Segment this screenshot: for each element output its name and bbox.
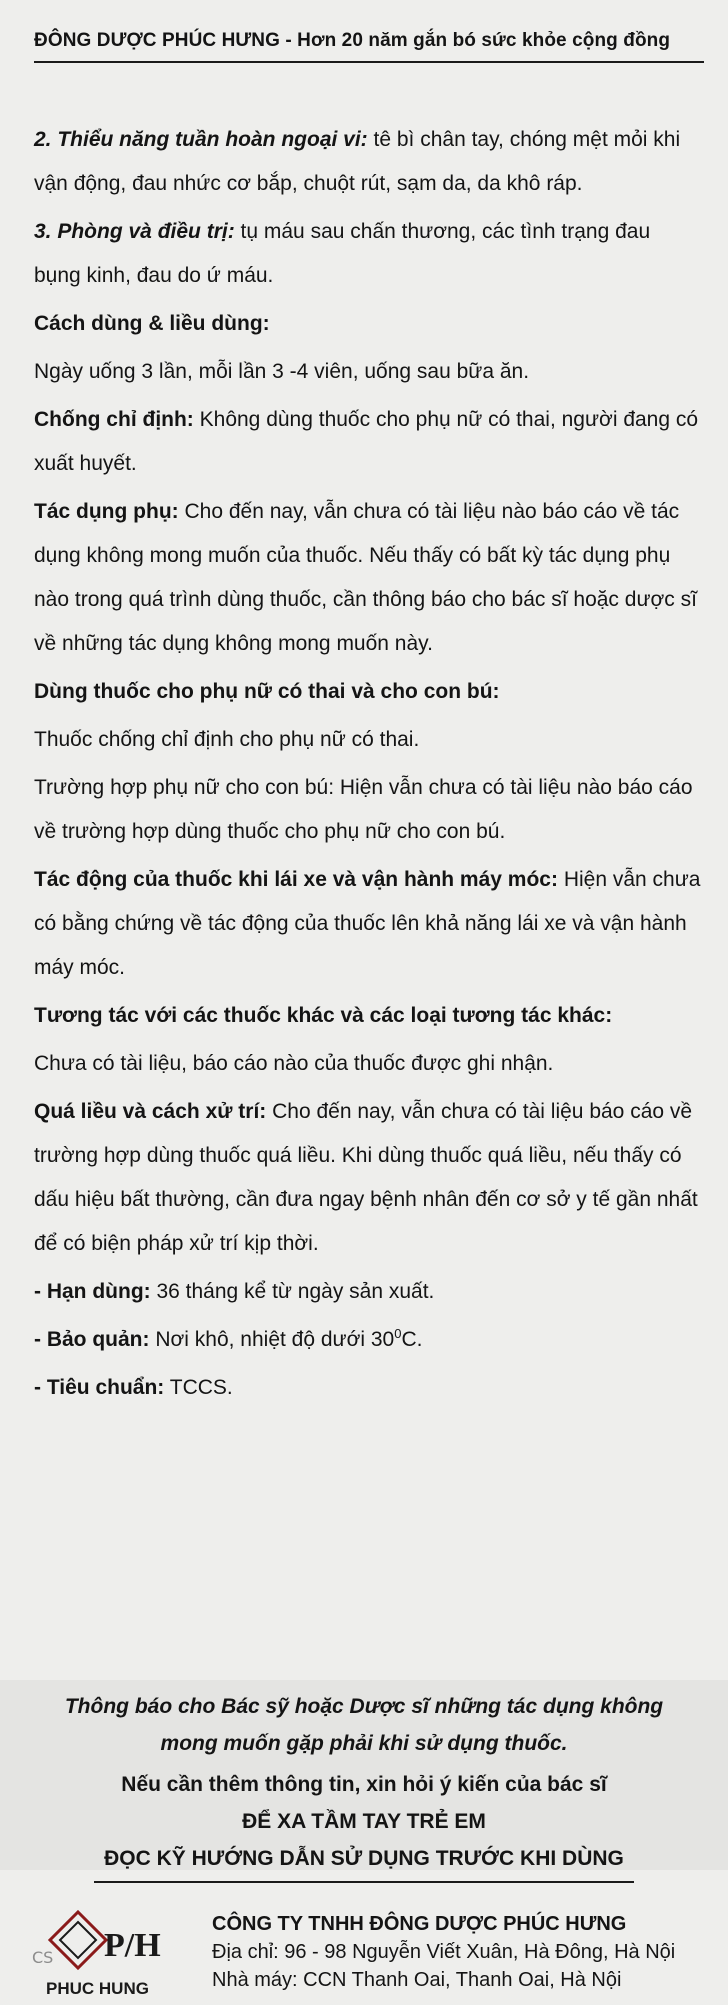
section-heading: Cách dùng & liều dùng:	[34, 312, 270, 335]
section-heading: Tác động của thuốc khi lái xe và vận hành máy móc:	[34, 868, 558, 891]
section-pregnancy-line2	[34, 766, 702, 854]
section-text: Nơi khô, nhiệt độ dưới 30	[149, 1328, 395, 1351]
warning-children-text: ĐỂ XA TẦM TAY TRẺ EM	[242, 1810, 486, 1833]
section-text: Ngày uống 3 lần, mỗi lần 3 -4 viên, uống sau bữa ăn.	[34, 360, 530, 383]
section-text: tê bì chân tay, chóng mệt mỏi khi vận động, đau nhức cơ bắp, chuột rút, sạm da, da khô ráp.	[34, 128, 681, 195]
section-text: Không dùng thuốc cho phụ nữ có thai, người đang có xuất huyết.	[34, 408, 699, 475]
header-title: ĐÔNG DƯỢC PHÚC HƯNG - Hơn 20 năm gắn bó sức khỏe cộng đồng	[34, 30, 671, 51]
notice-line: mong muốn gặp phải khi sử dụng thuốc.	[160, 1732, 568, 1755]
section-heading: Tương tác với các thuốc khác và các loại tương tác khác:	[34, 1004, 613, 1027]
section-standard	[34, 1366, 702, 1410]
section-heading: Quá liều và cách xử trí:	[34, 1100, 267, 1123]
company-logo	[46, 1910, 186, 2000]
section-text: Hiện vẫn chưa có bằng chứng về tác động của thuốc lên khả năng lái xe và vận hành máy móc.	[34, 868, 701, 979]
temperature-unit: C.	[401, 1328, 423, 1351]
section-heading: Dùng thuốc cho phụ nữ có thai và cho con bú:	[34, 680, 500, 703]
section-prevention-treatment	[34, 210, 702, 298]
section-heading: 2. Thiểu năng tuần hoàn ngoại vi:	[34, 128, 368, 151]
section-text: Cho đến nay, vẫn chưa có tài liệu nào báo cáo về tác dụng không mong muốn của thuốc. Nếu thấy có bất kỳ tác dụng phụ nào trong quá trình dùng thuốc, cần thông báo cho bác sĩ hoặc dược sĩ về những tác dụng không mong muốn này.	[34, 500, 697, 655]
section-expiry	[34, 1270, 702, 1314]
section-overdose	[34, 1090, 702, 1266]
section-storage	[34, 1318, 702, 1362]
page-header	[34, 30, 704, 63]
section-text: Chưa có tài liệu, báo cáo nào của thuốc được ghi nhận.	[34, 1052, 554, 1075]
notice-line: Thông báo cho Bác sỹ hoặc Dược sĩ những tác dụng không	[64, 1695, 664, 1718]
notice-box	[0, 1680, 728, 1870]
section-text: Trường hợp phụ nữ cho con bú: Hiện vẫn chưa có tài liệu nào báo cáo về trường hợp dùng thuốc cho phụ nữ cho con bú.	[34, 776, 693, 843]
warning-read-instructions	[0, 1840, 728, 1883]
section-text: TCCS.	[164, 1376, 233, 1399]
section-side-effects	[34, 490, 702, 666]
company-factory: Nhà máy: CCN Thanh Oai, Thanh Oai, Hà Nội	[212, 1969, 622, 1991]
notice-info-line: Nếu cần thêm thông tin, xin hỏi ý kiến của bác sĩ	[121, 1773, 607, 1796]
section-pregnancy-heading	[34, 670, 702, 714]
warning-children	[0, 1803, 728, 1840]
scanner-watermark: CS	[32, 1948, 54, 1967]
logo-mark-icon	[46, 1910, 186, 2000]
company-name: CÔNG TY TNHH ĐÔNG DƯỢC PHÚC HƯNG	[212, 1913, 627, 1935]
page-footer	[0, 1890, 728, 2000]
section-text: tụ máu sau chấn thương, các tình trạng đau bụng kinh, đau do ứ máu.	[34, 220, 651, 287]
leaflet-body	[34, 118, 702, 1414]
section-usage-heading	[34, 302, 702, 346]
section-interaction-text	[34, 1042, 702, 1086]
degree-superscript: 0	[394, 1326, 402, 1341]
section-usage-text	[34, 350, 702, 394]
company-address: Địa chỉ: 96 - 98 Nguyễn Viết Xuân, Hà Đông, Hà Nội	[212, 1941, 676, 1963]
section-text: 36 tháng kể từ ngày sản xuất.	[150, 1280, 435, 1303]
company-info	[212, 1910, 675, 1994]
section-heading: Tác dụng phụ:	[34, 500, 179, 523]
logo-initials: P/H	[104, 1927, 161, 1964]
warning-read-text: ĐỌC KỸ HƯỚNG DẪN SỬ DỤNG TRƯỚC KHI DÙNG	[94, 1840, 634, 1883]
section-interaction-heading	[34, 994, 702, 1038]
section-heading: - Tiêu chuẩn:	[34, 1376, 165, 1399]
logo-name: PHUC HUNG	[46, 1979, 149, 1998]
section-heading: Chống chỉ định:	[34, 408, 194, 431]
section-pregnancy-line1	[34, 718, 702, 762]
section-heading: - Hạn dùng:	[34, 1280, 151, 1303]
section-text: Thuốc chống chỉ định cho phụ nữ có thai.	[34, 728, 420, 751]
section-text: Cho đến nay, vẫn chưa có tài liệu báo cáo về trường hợp dùng thuốc quá liều. Khi dùng thuốc quá liều, nếu thấy có dấu hiệu bất thường, cần đưa ngay bệnh nhân đến cơ sở y tế gần nhất để có biện pháp xử trí kịp thời.	[34, 1100, 698, 1255]
section-heading: - Bảo quản:	[34, 1328, 150, 1351]
section-peripheral-circulation	[34, 118, 702, 206]
section-contraindication	[34, 398, 702, 486]
section-driving	[34, 858, 702, 990]
section-heading: 3. Phòng và điều trị:	[34, 220, 235, 243]
